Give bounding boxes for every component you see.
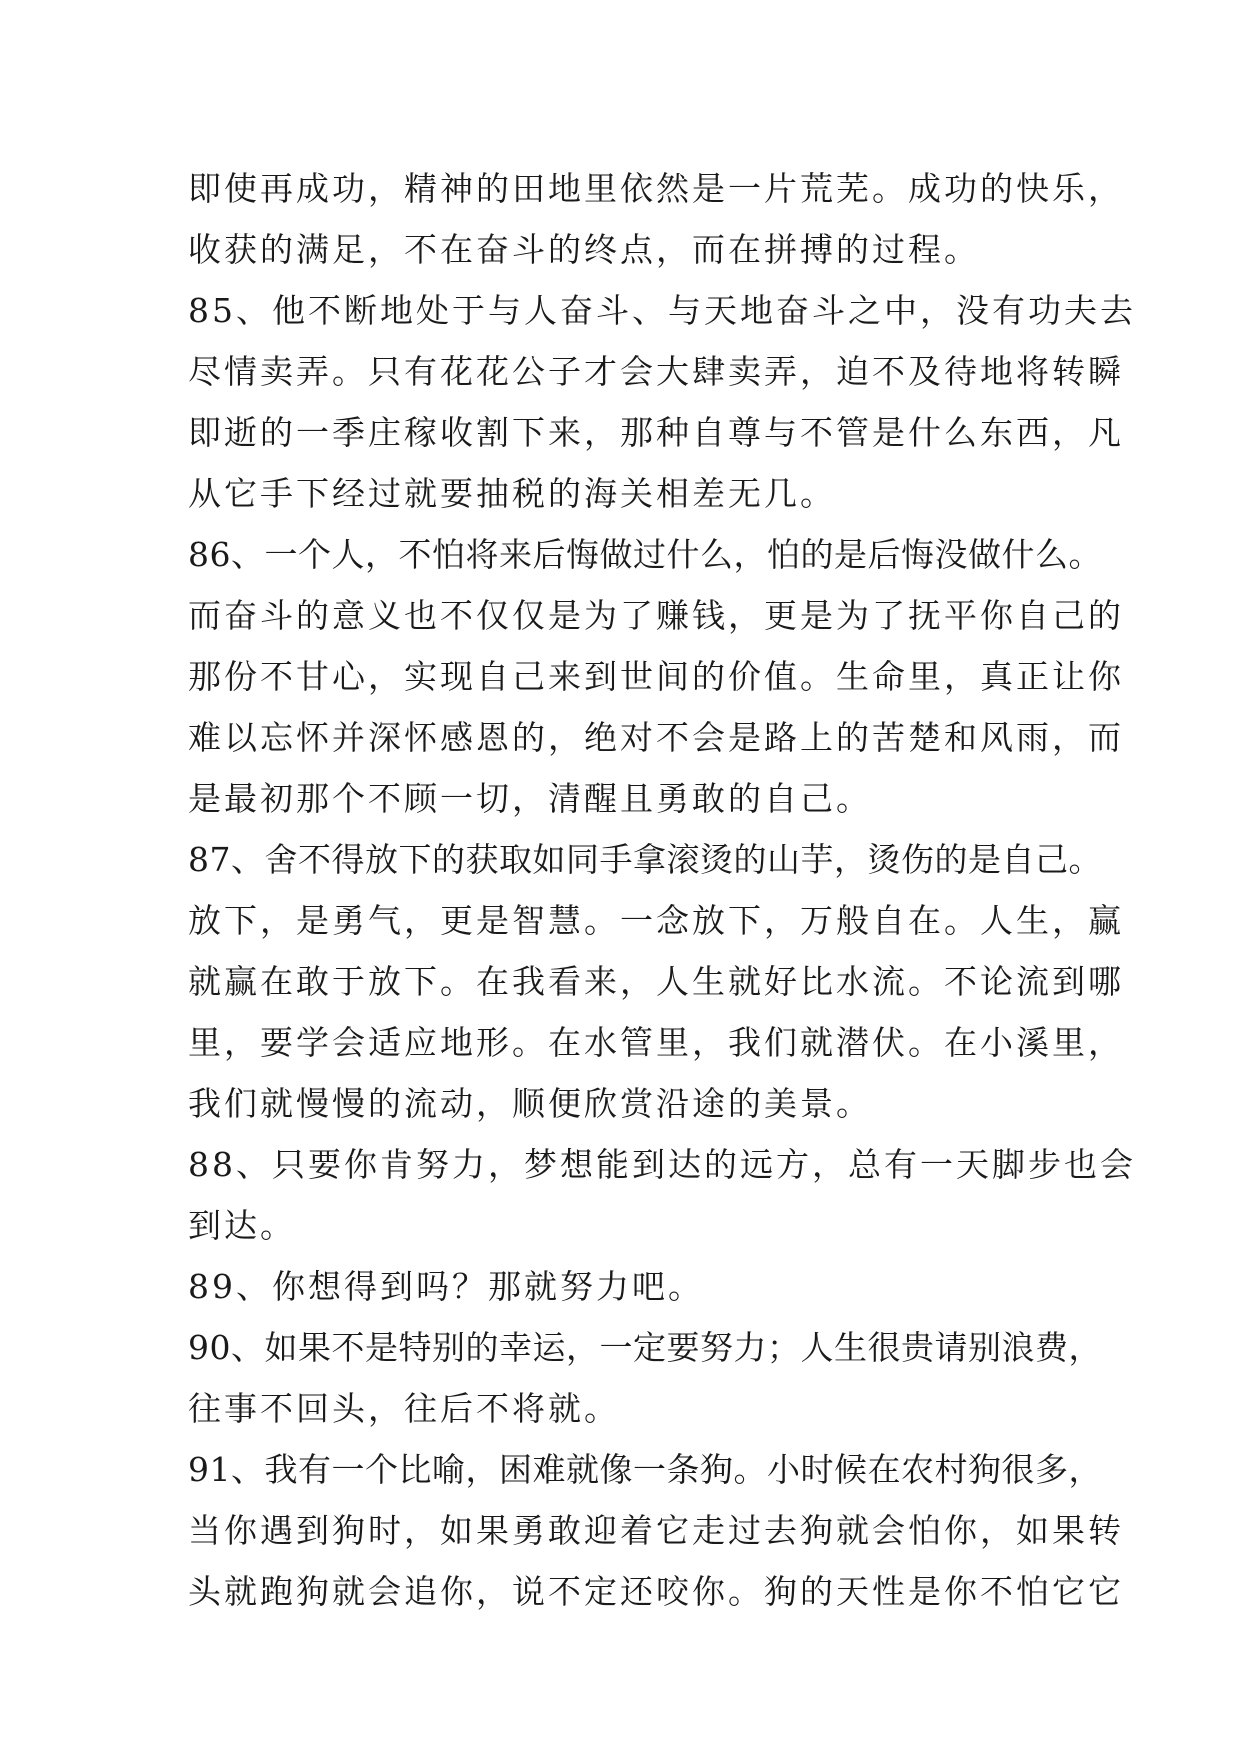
text-line: 即使再成功，精神的田地里依然是一片荒芜。成功的快乐， xyxy=(188,169,1124,208)
text-line: 到达。 xyxy=(188,1206,296,1245)
text-line: 那份不甘心，实现自己来到世间的价值。生命里，真正让你 xyxy=(188,657,1124,696)
text-line: 是最初那个不顾一切，清醒且勇敢的自己。 xyxy=(188,779,872,818)
text-line: 85、他不断地处于与人奋斗、与天地奋斗之中，没有功夫去 xyxy=(188,291,1136,330)
text-line: 91、我有一个比喻，困难就像一条狗。小时候在农村狗很多， xyxy=(188,1450,1102,1489)
text-line: 90、如果不是特别的幸运，一定要努力；人生很贵请别浪费， xyxy=(188,1328,1102,1367)
text-line: 我们就慢慢的流动，顺便欣赏沿途的美景。 xyxy=(188,1084,872,1123)
text-line: 86、一个人，不怕将来后悔做过什么，怕的是后悔没做什么。 xyxy=(188,535,1102,574)
text-line: 往事不回头，往后不将就。 xyxy=(188,1389,620,1428)
text-line: 放下，是勇气，更是智慧。一念放下，万般自在。人生，赢 xyxy=(188,901,1124,940)
text-line: 89、你想得到吗？那就努力吧。 xyxy=(188,1267,704,1306)
text-line: 而奋斗的意义也不仅仅是为了赚钱，更是为了抚平你自己的 xyxy=(188,596,1124,635)
document-body xyxy=(188,158,1136,1622)
text-line: 就赢在敢于放下。在我看来，人生就好比水流。不论流到哪 xyxy=(188,962,1124,1001)
text-line: 头就跑狗就会追你，说不定还咬你。狗的天性是你不怕它它 xyxy=(188,1572,1124,1611)
text-line: 难以忘怀并深怀感恩的，绝对不会是路上的苦楚和风雨，而 xyxy=(188,718,1124,757)
text-line: 88、只要你肯努力，梦想能到达的远方，总有一天脚步也会 xyxy=(188,1145,1136,1184)
text-line: 尽情卖弄。只有花花公子才会大肆卖弄，迫不及待地将转瞬 xyxy=(188,352,1124,391)
text-line: 即逝的一季庄稼收割下来，那种自尊与不管是什么东西，凡 xyxy=(188,413,1124,452)
text-line: 里，要学会适应地形。在水管里，我们就潜伏。在小溪里， xyxy=(188,1023,1124,1062)
text-line: 收获的满足，不在奋斗的终点，而在拼搏的过程。 xyxy=(188,230,980,269)
text-line: 从它手下经过就要抽税的海关相差无几。 xyxy=(188,474,836,513)
text-line: 87、舍不得放下的获取如同手拿滚烫的山芋，烫伤的是自己。 xyxy=(188,840,1102,879)
text-line: 当你遇到狗时，如果勇敢迎着它走过去狗就会怕你，如果转 xyxy=(188,1511,1124,1550)
